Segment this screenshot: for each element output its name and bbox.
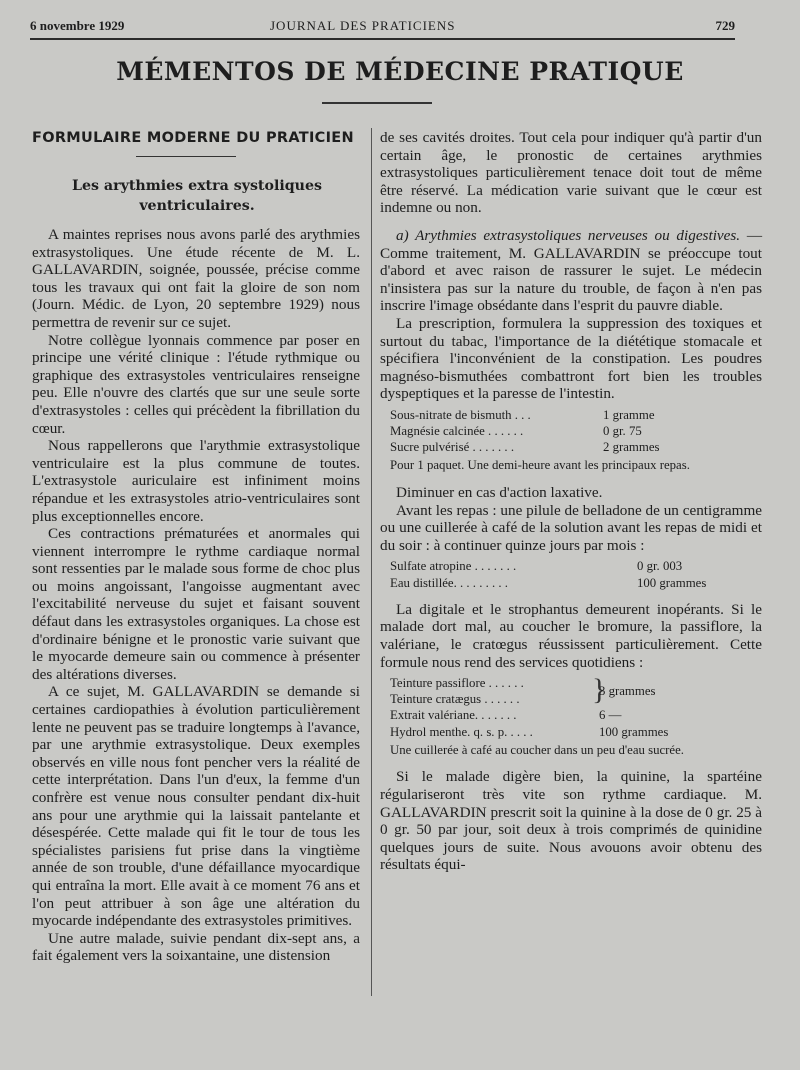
paragraph: Si le malade digère bien, la quinine, la spartéine régulariseront très vite son rythme cardiaque. M. GALLAVARDIN prescrit soit la quinine à la dose de 0 gr. 25 à 0 gr. 50 par jour, soit deux à trois comprimés de quinidine quelques jours de suite. Nous avouons avoir obtenu des résultats équi- (380, 768, 762, 874)
running-head (30, 16, 735, 38)
prescription-note: Une cuillerée à café au coucher dans un peu d'eau sucrée. (390, 742, 684, 757)
prescription-line: Teinture cratægus . . . . . . (390, 692, 520, 707)
paragraph (380, 227, 762, 315)
prescription-line: Sulfate atropine . . . . . . . 0 gr. 003 (390, 559, 683, 574)
title-rule (322, 102, 432, 104)
left-column (32, 226, 360, 965)
column-divider (371, 128, 372, 996)
prescription-note: Pour 1 paquet. Une demi-heure avant les principaux repas. (390, 458, 690, 473)
paragraph: A ce sujet, M. GALLAVARDIN se demande si certaines cardiopathies à évolution particulièrement lente ne peuvent pas se traduire longtemps à l'avance, par une arythmie extrasystolique. Deux exemples observés en ville nous font pencher vers la réalité de cette interprétation. Dans l'un d'eux, la femme d'un confrère est venue nous consulter pendant dix-huit ans pour une arythmie qui la laissait pantelante et désespérée. Cette malade qui fit le tour de tous les spécialistes parisiens fut prise dans la vingtième année de son trouble, d'une défaillance myocardique qui entraîna la mort. Elle avait à ce moment 76 ans et l'on peut attribuer à son âge une altération du myocarde indépendante des extrasystoles primitives. (32, 683, 360, 930)
right-column (380, 129, 762, 874)
paragraph: La digitale et le strophantus demeurent inopérants. Si le malade dort mal, au coucher le bromure, la passiflore, la valériane, le cratœgus réussissent particulièrement. Cette formule nous rend des services quotidiens : (380, 600, 762, 671)
paragraph-text: — Comme traitement, M. GALLAVARDIN se préoccupe tout d'abord et avec raison de rassurer le sujet. Le médecin n'insistera pas sur la nature du trouble, de façon à n'en pas inscrire l'image obsédante dans l'esprit du pauvre diable. (380, 226, 763, 315)
paragraph: Avant les repas : une pilule de belladone de un centigramme ou une cuillerée à café de la solution avant les repas de midi et du soir : à continuer quinze jours par mois : (380, 501, 762, 554)
paragraph: Ces contractions prématurées et anormales qui viennent interrompre le rythme cardiaque normal sont ressenties par le malade sous forme de choc plus ou moins angoissant, l'angoisse augmentant avec l'excitabilité nerveuse du sujet et faisant souvent défaut dans les extrasystoles organiques. La chose est d'ordinaire bénigne et le pronostic varie suivant que le myocarde demeure sain ou commence à présenter des altérations diverses. (32, 525, 360, 683)
prescription-quantity: 3 grammes (599, 684, 656, 699)
prescription-line: Hydrol menthe. q. s. p. . . . . 100 grammes (390, 724, 669, 739)
section-title: FORMULAIRE MODERNE DU PRATICIEN (32, 130, 354, 146)
header-rule (30, 38, 735, 40)
paragraph: A maintes reprises nous avons parlé des arythmies extrasystoliques. Une étude récente de M. L. GALLAVARDIN, soignée, poussée, précise comme tous les travaux qui ont fait la gloire de son nom (Journ. Médic. de Lyon, 20 septembre 1929) nous permettra de revenir sur ce sujet. (32, 226, 360, 331)
prescription-2 (390, 558, 760, 590)
paragraph: Notre collègue lyonnais commence par poser en principe une vérité clinique : l'étude rythmique ou graphique des extrasystoles ventriculaires renseigne peu. Elle n'ouvre des clartés que sur une seule sorte d'extrasystoles : celles qui précèdent la fibrillation du cœur. (32, 331, 360, 437)
prescription-brace-group (390, 675, 760, 707)
section-rule (136, 156, 236, 157)
prescription-1 (390, 407, 760, 456)
page-number: 729 (715, 18, 735, 33)
prescription-line: Teinture passiflore . . . . . . (390, 676, 524, 691)
paragraph: Une autre malade, suivie pendant dix-sept ans, a fait également vers la soixantaine, une distension (32, 929, 360, 965)
subsection-heading: a) Arythmies extrasystoliques nerveuses ou digestives. (396, 226, 741, 244)
paragraph: de ses cavités droites. Tout cela pour indiquer qu'à partir d'un certain âge, le pronostic de certaines arythmies extrasystoliques particulièrement tenace doit tout de même être réservé. La médication varie suivant que le cœur est indemne ou non. (380, 129, 762, 217)
prescription-line: Sous-nitrate de bismuth . . . 1 gramme (390, 407, 655, 422)
journal-name: JOURNAL DES PRATICIENS (270, 18, 456, 33)
paragraph: Diminuer en cas d'action laxative. (396, 483, 603, 501)
prescription-line: Sucre pulvérisé . . . . . . . 2 grammes (390, 440, 660, 455)
article-title: Les arythmies extra systoliques ventriculaires. (72, 178, 322, 214)
paragraph: La prescription, formulera la suppression des toxiques et surtout du tabac, l'importance de la diététique stomacale et spécifiera l'inconvénient de la constipation. Les poudres magnéso-bismuthées combattront fort bien les troubles dyspeptiques et la paresse de l'intestin. (380, 314, 762, 403)
page-title: MÉMENTOS DE MÉDECINE PRATIQUE (116, 57, 684, 86)
brace-glyph: } (592, 673, 607, 707)
prescription-3 (390, 675, 760, 740)
paragraph: Nous rappellerons que l'arythmie extrasystolique ventriculaire est la plus commune de toutes. L'extrasystole auriculaire est infiniment moins répandue et les extrasystoles atrio-ventriculaires sont plus exceptionnelles encore. (32, 437, 360, 525)
prescription-line: Eau distillée. . . . . . . . . 100 grammes (390, 575, 707, 590)
issue-date: 6 novembre 1929 (30, 18, 125, 33)
prescription-line: Extrait valériane. . . . . . . 6 — (390, 708, 622, 723)
prescription-line: Magnésie calcinée . . . . . . 0 gr. 75 (390, 424, 642, 439)
